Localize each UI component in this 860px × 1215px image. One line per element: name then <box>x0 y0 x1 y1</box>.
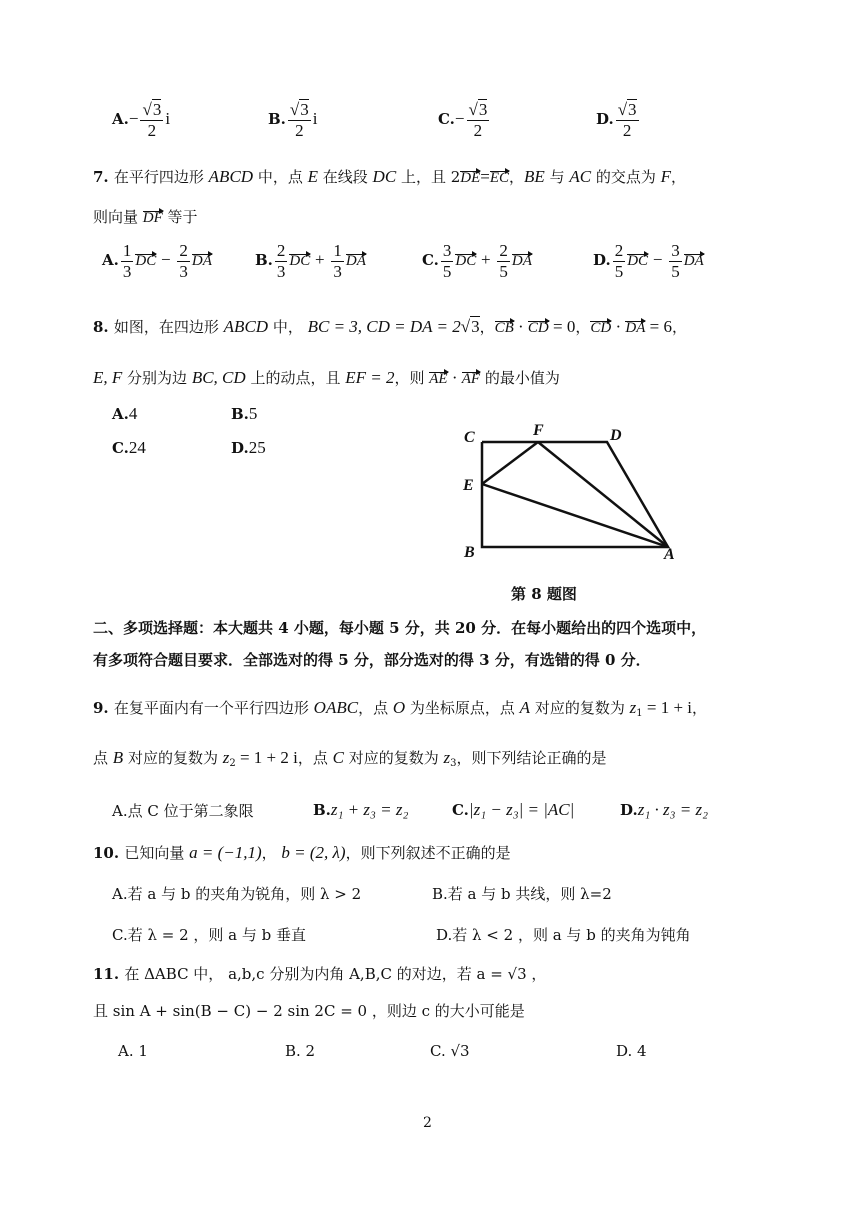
q8-d-label: D. <box>231 439 249 457</box>
q7-text-h: ， <box>671 168 687 186</box>
page-number: 2 <box>423 1115 432 1131</box>
q8-t1: 如图，在四边形 <box>113 318 224 336</box>
q7-line2-tail: 等于 <box>162 208 198 226</box>
q10-option-c: C.若 λ = 2 ，则 a 与 b 垂直 <box>112 926 307 944</box>
q7-a-label: A. <box>102 251 119 270</box>
q8-t4: ， <box>575 318 591 336</box>
q10-t1: 已知向量 <box>124 844 190 862</box>
q7-option-d <box>593 241 704 281</box>
q9-oabc: OABC <box>313 698 359 717</box>
q7-eq: = <box>480 167 490 186</box>
q11-line-1 <box>93 963 546 984</box>
q9-z3: z <box>443 748 451 767</box>
q9-line2-c: ，点 <box>297 749 333 767</box>
q7-a-d1: 3 <box>122 261 132 281</box>
q8-b-value: 5 <box>248 404 258 423</box>
q7-abcd: ABCD <box>208 167 254 186</box>
q6-c-label: C. <box>438 110 455 129</box>
q7-text-g: 的交点为 <box>591 168 661 186</box>
q7-d-label: D. <box>593 251 611 270</box>
q10-option-b: B.若 a 与 b 共线，则 λ=2 <box>432 885 612 903</box>
q10-option-d: D.若 λ < 2 ，则 a 与 b 的夹角为钝角 <box>436 926 691 944</box>
q6-c-den: 2 <box>473 120 483 140</box>
q8-figure <box>455 420 695 565</box>
q7-df-vector: DF <box>142 210 163 226</box>
q7-ec-vector: EC <box>489 170 510 186</box>
q8-cd-vector: CD <box>527 320 549 336</box>
q11-option-d: D. 4 <box>616 1042 647 1060</box>
q7-c-n1: 3 <box>442 241 452 260</box>
q8-segment-ef <box>482 442 538 484</box>
q6-a-frac: $\frac{√3}{2}$ <box>142 100 162 140</box>
q8-line-1: 8. 如图，在四边形 ABCD 中， BC = 3, CD = DA = 2√3，CB · CD = 0，CD · DA = 6， <box>93 317 687 336</box>
q8-option-b <box>231 404 257 424</box>
q8-line2-b: 分别为边 <box>122 369 192 387</box>
q6-d-frac: $\frac{√3}{2}$ <box>617 100 637 140</box>
q9-option-d <box>620 800 708 820</box>
q8-label-f: F <box>533 422 544 439</box>
q8-line-2 <box>93 367 560 388</box>
q7-text-f: 与 <box>544 168 570 186</box>
q7-be: BE <box>524 167 545 186</box>
q9-t3: 为坐标原点，点 <box>405 699 520 717</box>
q9-z2-sub: 2 <box>229 758 236 769</box>
q7-d-v1: DC <box>627 253 649 270</box>
q7-option-a <box>102 241 212 281</box>
q6-option-a <box>112 100 170 140</box>
q9-z3-sub: 3 <box>450 758 457 769</box>
q11-option-b: B. 2 <box>285 1042 316 1060</box>
q8-segment-ea <box>482 484 668 547</box>
q8-ef-eq: EF = 2 <box>345 368 395 387</box>
q7-line-1 <box>93 166 686 187</box>
q6-b-den: 2 <box>295 120 304 140</box>
q8-abcd: ABCD <box>223 317 269 336</box>
q6-d-sqrt: 3 <box>628 100 637 119</box>
q11-option-a: A. 1 <box>118 1042 148 1060</box>
q8-eq0: = 0 <box>548 317 576 336</box>
section2-line-2: 有多项符合题目要求．全部选对的得 5 分，部分选对的得 3 分，有选错的得 0 分． <box>93 651 651 669</box>
q9-t1: 在复平面内有一个平行四边形 <box>113 699 314 717</box>
q8-c-value: 24 <box>128 438 146 457</box>
q6-option-d <box>596 100 641 140</box>
q6-b-frac: $\frac{√3}{2}$ <box>289 100 309 140</box>
q9-z2-val: = 1 + 2 i <box>235 748 298 767</box>
q9-option-a: A.点 C 位于第二象限 <box>112 802 254 820</box>
q7-d-v2: DA <box>683 253 704 270</box>
q9-t5: ， <box>692 699 708 717</box>
q8-af-vector: AF <box>461 371 481 387</box>
q8-eq6: = 6 <box>645 317 672 336</box>
q9-b-value: z₁ + z₃ = z₂ <box>330 800 409 819</box>
q7-c-v2: DA <box>511 253 532 270</box>
q6-c-sqrt: 3 <box>478 100 488 119</box>
q8-cond1: BC = 3, CD = DA = 2 <box>307 317 461 336</box>
q7-c-op: + <box>481 250 491 270</box>
q10-option-a: A.若 a 与 b 的夹角为锐角，则 λ > 2 <box>112 885 362 903</box>
q7-a-v1: DC <box>135 253 157 270</box>
q7-option-c <box>422 241 532 281</box>
q9-b-label: B. <box>313 801 331 819</box>
q6-a-imag: i <box>165 109 171 129</box>
q7-b-d1: 3 <box>276 261 286 281</box>
q10-line-1 <box>93 842 511 863</box>
q8-cd2-vector: CD <box>590 320 612 336</box>
q7-d-d1: 5 <box>614 261 624 281</box>
q9-number: 9. <box>93 699 114 717</box>
q11-option-c: C. √3 <box>430 1042 470 1060</box>
q9-line2-a: 点 <box>93 749 113 767</box>
q6-option-c <box>438 100 491 140</box>
q8-t3: ， <box>479 318 495 336</box>
q9-d-label: D. <box>620 801 638 819</box>
q7-a-d2: 3 <box>179 261 188 281</box>
q9-option-b <box>313 800 408 820</box>
q11-line-2: 且 sin A + sin(B − C) − 2 sin 2C = 0 ，则边 c 的大小可能是 <box>93 1002 525 1020</box>
q7-a-n1: 1 <box>122 241 132 260</box>
q8-bc-cd: BC, CD <box>191 368 246 387</box>
q8-cb-vector: CB <box>494 320 514 336</box>
q7-d-n2: 3 <box>671 241 680 260</box>
q8-line2-g: 的最小值为 <box>480 369 560 387</box>
q9-c-label: C. <box>452 801 469 819</box>
q8-dot-3: · <box>447 368 462 387</box>
q7-e: E <box>307 167 318 186</box>
q7-option-b <box>255 241 366 281</box>
q8-number: 8. <box>93 318 114 336</box>
q7-c-label: C. <box>422 251 439 270</box>
q9-line2-b: 对应的复数为 <box>123 749 223 767</box>
q8-sqrt3: 3 <box>471 317 480 336</box>
q8-option-c <box>112 438 146 458</box>
q7-text-c: 在线段 <box>318 168 373 186</box>
q7-c-d2: 5 <box>499 261 508 281</box>
q9-z2: z <box>222 748 230 767</box>
q9-t2: ，点 <box>358 699 393 717</box>
q8-d-value: 25 <box>248 438 266 457</box>
q10-a-def: a = (−1,1) <box>189 843 262 862</box>
q6-c-frac: $\frac{√3}{2}$ <box>468 100 488 140</box>
q7-line2-text: 则向量 <box>93 208 143 226</box>
q6-c-neg: − <box>454 109 465 129</box>
q8-line2-f: ，则 <box>394 369 430 387</box>
q11-t1: 在 ΔABC 中， a,b,c 分别为内角 A,B,C 的对边，若 a = √3 ， <box>124 965 547 983</box>
q8-t2: 中， <box>268 318 308 336</box>
q6-a-den: 2 <box>147 120 157 140</box>
q10-t2: ， <box>261 844 282 862</box>
q9-z1-val: = 1 + i <box>642 698 693 717</box>
q7-b-op: + <box>315 250 325 270</box>
q7-c-d1: 5 <box>442 261 452 281</box>
q7-b-n1: 2 <box>276 241 286 260</box>
q9-line-1 <box>93 697 707 719</box>
q9-b: B <box>112 748 124 767</box>
q7-text-b: 中，点 <box>253 168 308 186</box>
q10-t3: ，则下列叙述不正确的是 <box>345 844 511 862</box>
q10-number: 10. <box>93 844 125 862</box>
q8-dot-2: · <box>611 317 626 336</box>
q7-b-d2: 3 <box>333 261 342 281</box>
q7-a-op: − <box>161 250 171 270</box>
q7-b-v1: DC <box>289 253 311 270</box>
q8-a-label: A. <box>112 405 129 423</box>
q7-a-v2: DA <box>191 253 212 270</box>
q8-label-e: E <box>463 477 474 494</box>
q6-d-den: 2 <box>622 120 632 140</box>
q8-t5: ， <box>671 318 687 336</box>
q6-b-label: B. <box>268 110 286 129</box>
q9-line2-e: ，则下列结论正确的是 <box>456 749 607 767</box>
q8-ae-vector: AE <box>429 371 448 387</box>
q9-a: A <box>519 698 531 717</box>
q7-text-d: 上，且 2 <box>396 168 461 186</box>
q7-text-e: ， <box>509 168 525 186</box>
q7-b-n2: 1 <box>333 241 342 260</box>
q10-b-def: b = (2, λ) <box>281 843 346 862</box>
q7-ac: AC <box>569 167 592 186</box>
q9-o: O <box>392 698 406 717</box>
q7-a-n2: 2 <box>179 241 188 260</box>
q8-label-b: B <box>464 544 475 561</box>
q9-d-value: z₁ · z₃ = z₂ <box>637 800 709 819</box>
q6-d-label: D. <box>596 110 614 129</box>
q7-text-a: 在平行四边形 <box>113 168 209 186</box>
q7-b-v2: DA <box>345 253 366 270</box>
q9-z1-sub: 1 <box>636 708 643 719</box>
q8-option-d <box>231 438 266 458</box>
q9-line2-d: 对应的复数为 <box>344 749 444 767</box>
q6-b-sqrt: 3 <box>300 100 309 119</box>
q7-d-n1: 2 <box>614 241 624 260</box>
q7-c-v1: DC <box>455 253 477 270</box>
q8-label-a: A <box>664 546 675 563</box>
q7-f: F <box>660 167 672 186</box>
q9-line-2 <box>93 747 607 769</box>
q7-d-d2: 5 <box>671 261 680 281</box>
q8-da-vector: DA <box>625 320 646 336</box>
q6-a-label: A. <box>112 110 129 129</box>
q8-label-d: D <box>610 427 622 444</box>
q9-z1: z <box>629 698 637 717</box>
q7-line-2 <box>93 206 198 227</box>
q8-a-value: 4 <box>128 404 138 423</box>
q9-option-c <box>452 800 574 820</box>
q7-dc: DC <box>372 167 397 186</box>
q8-b-label: B. <box>231 405 249 423</box>
q8-label-c: C <box>464 429 475 446</box>
q9-c-value: |z₁ − z₃| = |AC| <box>468 800 575 819</box>
q8-ef: E, F <box>93 368 123 387</box>
q9-t4: 对应的复数为 <box>530 699 630 717</box>
q11-number: 11. <box>93 965 125 983</box>
q6-option-b <box>268 100 317 140</box>
q7-number: 7. <box>93 168 114 186</box>
q8-line2-d: 上的动点，且 <box>245 369 346 387</box>
q8-option-a <box>112 404 137 424</box>
q8-dot-1: · <box>513 317 528 336</box>
q9-c: C <box>332 748 344 767</box>
q6-b-imag: i <box>312 109 318 129</box>
q7-d-op: − <box>652 250 663 270</box>
q7-c-n2: 2 <box>499 241 508 260</box>
q8-segment-fa <box>538 442 668 547</box>
q8-figure-caption: 第 8 题图 <box>511 585 577 603</box>
q7-b-label: B. <box>255 251 273 270</box>
q6-a-sqrt: 3 <box>152 100 162 119</box>
q7-de-vector: DE <box>460 170 481 186</box>
q8-c-label: C. <box>112 439 129 457</box>
section2-line-1: 二、多项选择题：本大题共 4 小题，每小题 5 分，共 20 分．在每小题给出的四个选项中， <box>93 619 707 637</box>
q6-a-neg: − <box>128 109 139 129</box>
